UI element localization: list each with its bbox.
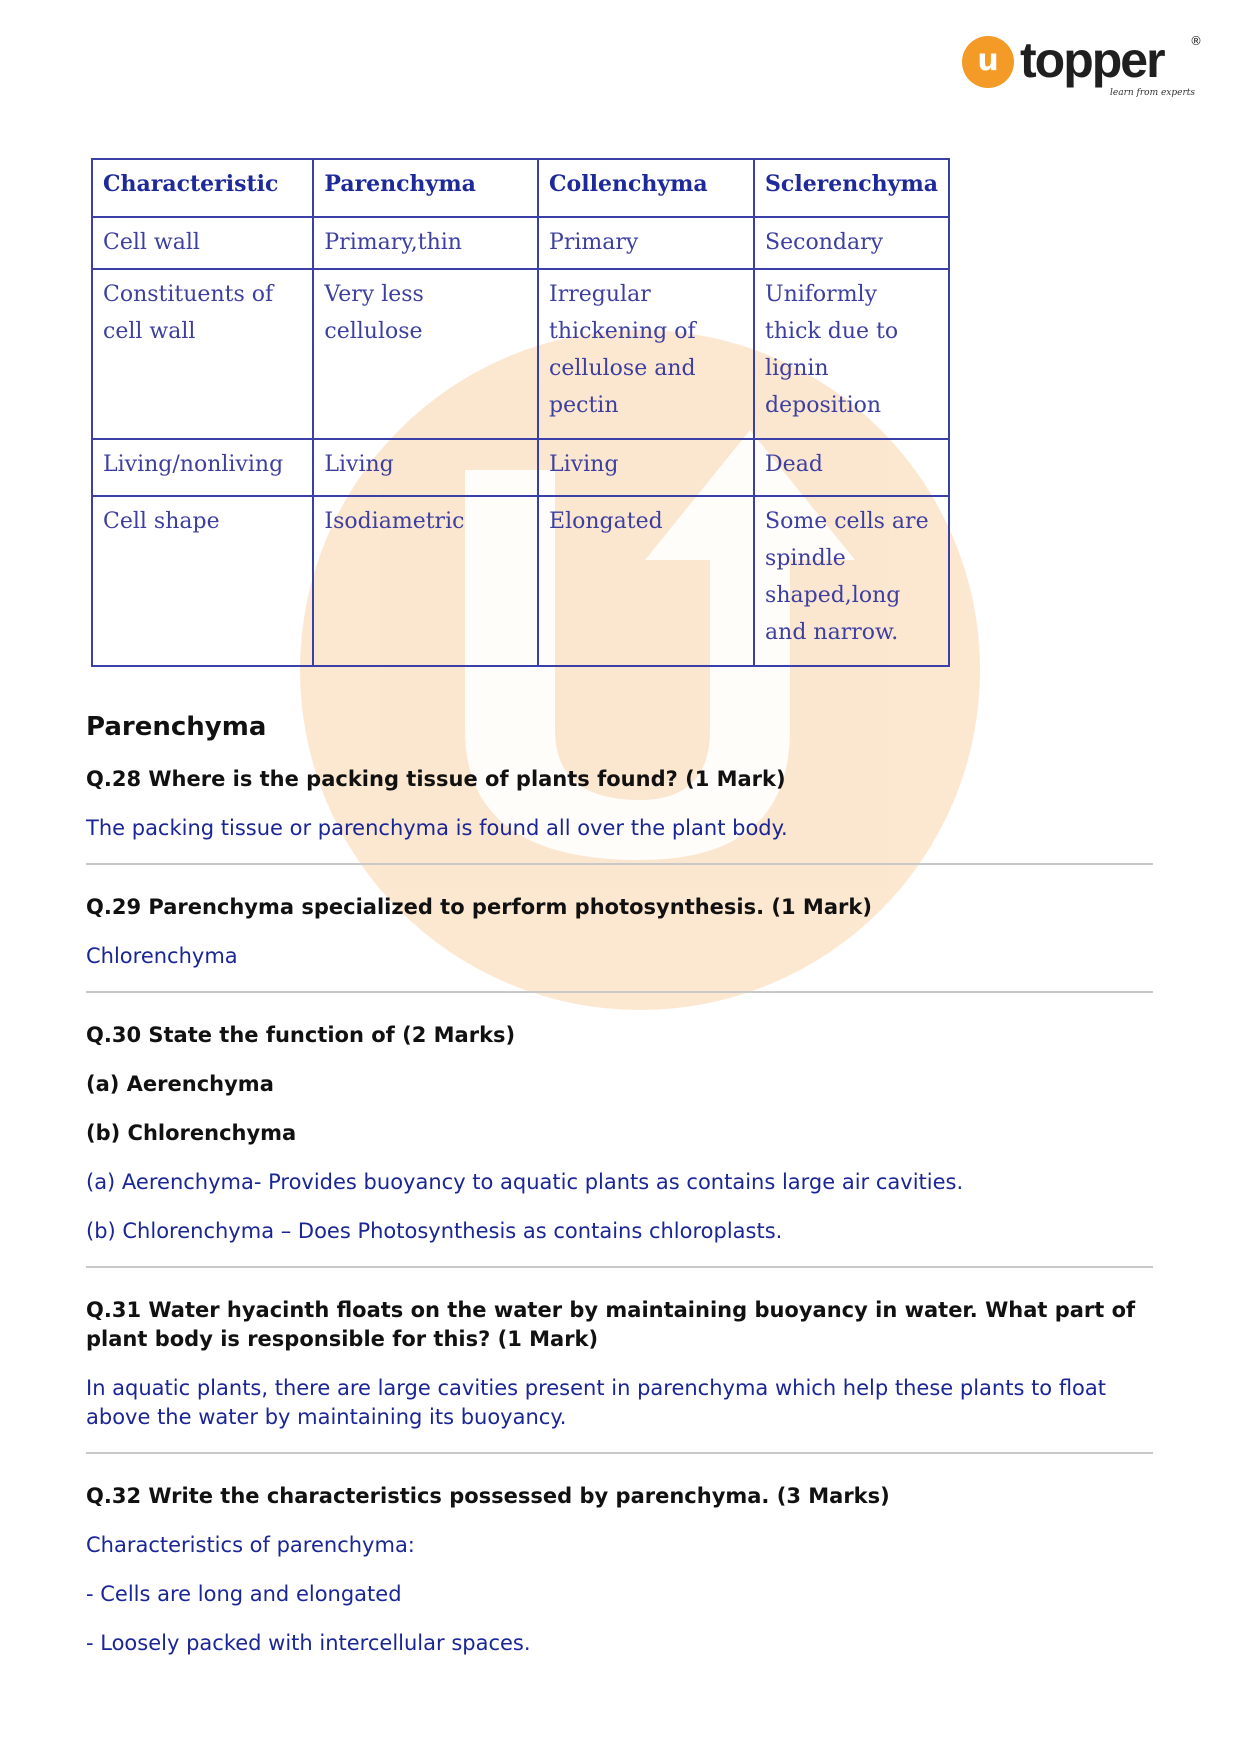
table-cell: Dead — [754, 439, 949, 496]
answer-32-point: - Cells are long and elongated — [86, 1582, 402, 1606]
question-32: Q.32 Write the characteristics possessed by parenchyma. (3 Marks) — [86, 1484, 890, 1508]
table-header: Characteristic — [92, 159, 313, 217]
divider — [86, 1266, 1153, 1268]
answer-28: The packing tissue or parenchyma is found all over the plant body. — [86, 816, 788, 840]
table-cell: Very less cellulose — [313, 269, 538, 439]
table-cell: Isodiametric — [313, 496, 538, 666]
divider — [86, 1452, 1153, 1454]
table-cell: Some cells are spindle shaped,long and narrow. — [754, 496, 949, 666]
table-row — [92, 496, 949, 666]
tissue-comparison-table — [91, 158, 950, 667]
table-row — [92, 217, 949, 269]
question-31: Q.31 Water hyacinth floats on the water by maintaining buoyancy in water. What part of plant body is responsible for this? (1 Mark) — [86, 1298, 1136, 1351]
table-cell: Uniformly thick due to lignin deposition — [754, 269, 949, 439]
table-cell: Primary — [538, 217, 754, 269]
table-header-row — [92, 159, 949, 217]
question-30-part-a: (a) Aerenchyma — [86, 1072, 274, 1096]
answer-32-point: - Loosely packed with intercellular spaces. — [86, 1631, 531, 1655]
answer-32-intro: Characteristics of parenchyma: — [86, 1533, 415, 1557]
table-row — [92, 269, 949, 439]
table-cell: Living/nonliving — [92, 439, 313, 496]
question-30-part-b: (b) Chlorenchyma — [86, 1121, 297, 1145]
table-header: Sclerenchyma — [754, 159, 949, 217]
answer-29: Chlorenchyma — [86, 944, 238, 968]
divider — [86, 991, 1153, 993]
table-cell: Elongated — [538, 496, 754, 666]
table-cell: Primary,thin — [313, 217, 538, 269]
answer-30-b: (b) Chlorenchyma – Does Photosynthesis as contains chloroplasts. — [86, 1219, 783, 1243]
table-cell: Secondary — [754, 217, 949, 269]
table-cell: Living — [313, 439, 538, 496]
table-row — [92, 439, 949, 496]
table-cell: Constituents of cell wall — [92, 269, 313, 439]
table-cell: Irregular thickening of cellulose and pectin — [538, 269, 754, 439]
question-29: Q.29 Parenchyma specialized to perform photosynthesis. (1 Mark) — [86, 895, 872, 919]
table-cell: Cell wall — [92, 217, 313, 269]
question-30: Q.30 State the function of (2 Marks) — [86, 1023, 516, 1047]
brand-name: topper — [1020, 32, 1164, 88]
table-cell: Cell shape — [92, 496, 313, 666]
answer-30-a: (a) Aerenchyma- Provides buoyancy to aquatic plants as contains large air cavities. — [86, 1170, 964, 1194]
registered-mark: ® — [1190, 34, 1202, 48]
answer-31: In aquatic plants, there are large cavities present in parenchyma which help these plants to float above the water by maintaining its buoyancy. — [86, 1376, 1107, 1429]
table-header: Parenchyma — [313, 159, 538, 217]
brand-badge-icon: u — [962, 36, 1014, 88]
brand-logo — [962, 32, 1202, 102]
table-header: Collenchyma — [538, 159, 754, 217]
section-title: Parenchyma — [86, 712, 267, 742]
brand-tagline: learn from experts — [1110, 88, 1196, 98]
table-cell: Living — [538, 439, 754, 496]
divider — [86, 863, 1153, 865]
qa-content — [86, 712, 1156, 1678]
question-28: Q.28 Where is the packing tissue of plants found? (1 Mark) — [86, 767, 786, 791]
